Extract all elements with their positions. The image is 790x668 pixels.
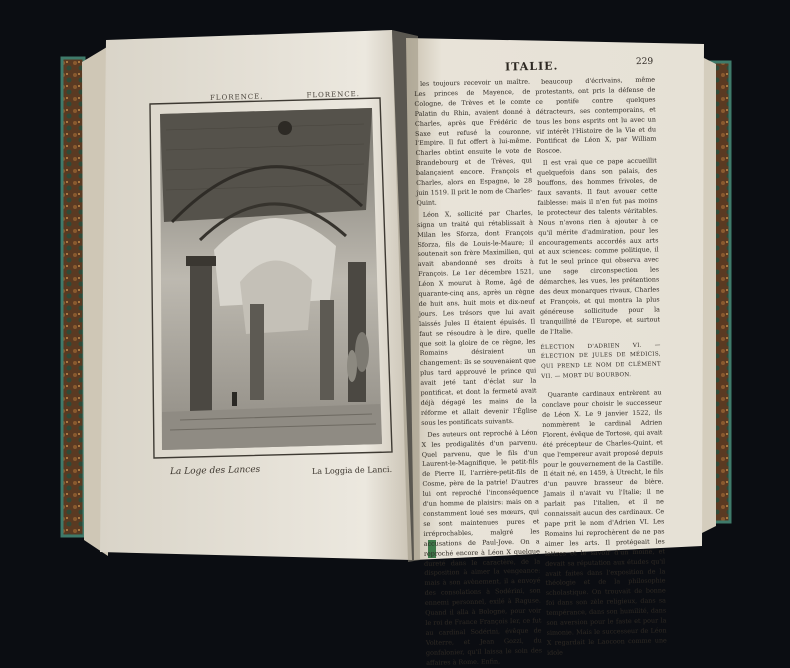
caption-plain: La Loggia de Lanci. (311, 464, 393, 477)
left-header-right: FLORENCE. (306, 90, 361, 100)
paragraph: beaucoup d'écrivains, même protestants, ont pris la défense de ce pontife contre quelques détracteurs, ses contemporains, et tous les bons esprits ont lu avec un vif intérêt l'Histoire de la Vie et du Pontificat de Léon X, par William Roscoe. (535, 75, 657, 156)
text-column-right (535, 75, 667, 657)
loggia-engraving (160, 108, 382, 450)
paragraph: Des auteurs ont reproché à Léon X les prodigalités d'un parvenu. Quel parvenu, que le fils d'un Laurent-le-Magnifique, le petit-fils de Pierre II, l'arrière-petit-fils de Cosme, père de la patrie! D'autres lui ont reproché l'inconséquence d'un homme de plaisirs: mais on a constamment loué ses mœurs, qui se sont maintenues pures et irréprochables, malgré les accusations de Paul-Jove. On a reproché encore à Léon X quelque dureté dans le caractère, de la disposition à aimer la vengeance: mais à son avènement, il a envoyé des consolations à Sodérini, son ennemi personnel, exilé à Raguse. Quand il alla à Bologne, pour voir le roi de France François Ier, ce fut au cardinal Sodérini, évêque de Volterre, et Jean Gozzi, du gonfalonier, qu'il laissa le soin des affaires à Rome. Enfin, (421, 428, 543, 667)
paragraph: Léon X, sollicité par Charles, signa un traité qui rétablissait à Milan les Sforza, dont François Sforza, fils de Louis-le-Maure; il soutenait son frère Maximilien, qui avait abandonné ses droits à François. Le 1er décembre 1521, Léon X mourut à Rome, âgé de quarante-cinq ans, après un règne de huit ans, huit mois et dix-neuf jours. Les trésors que lui avait laissés Jules II étaient épuisés. Il faut se résoudre à le dire, quelle que soit la gloire de ce règne, les Romains désiraient un changement: ils se souvenaient que plus tard approuvé le prince qui avait jeté tant d'éclat sur la pontificat, et dont la fermeté avait déjà dégagé les mains de la réforme et allait devenir l'Église sous les pontificats suivants. (416, 208, 538, 427)
paragraph: les toujours recevoir un maître. Les princes de Mayence, de Cologne, de Trèves et le comte Palatin du Rhin, avaient donné à Charles, après que Frédéric de Saxe eut refusé la couronne, l'Empire. Il fut offert à lui-même. Charles obtint ensuite le vote de Brandebourg et de Trèves, qui balançaient encore. François et Charles, alors en Espagne, le 28 juin 1519. Il prit le nom de Charles-Quint. (414, 77, 533, 207)
paragraph: Quarante cardinaux entrèrent au conclave pour choisir le successeur de Léon X. Le 9 janvier 1522, ils nommèrent le cardinal Adrien Florent, évêque de Tortose, qui avait été précepteur de Charles-Quint, et que l'empereur avait proposé depuis pour le gouvernement de la Castille. Il était né, en 1459, à Utrecht, le fils d'un pauvre brasseur de bière. Jamais il n'avait vu l'Italie; il ne parlait pas l'italien, et il ne connaissait aucun des cardinaux. Ce pape prit le nom d'Adrien VI. Les Romains lui reprochèrent de ne pas aimer les arts. Il protégeait les lettres et le savoir d'un moine, et devait sa réputation aux études qu'il avait faites dans l'exposition de la théologie et de la philosophie scholastique. On trouvait de bonne foi dans son zèle religieux, dans sa tempérance, dans son humilité, dans son aversion pour le faste et pour la simonie. Mais le successeur de Léon X regardait le Laocoon comme une idole (541, 388, 667, 657)
section-subheading: ÉLECTION D'ADRIEN VI. — ÉLECTION DE JULES DE MÉDICIS, QUI PREND LE NOM DE CLÉMENT VII. — MORT DU BOURBON. (540, 341, 662, 381)
text-column-left (414, 77, 543, 667)
left-cover-edge (62, 58, 84, 536)
running-head: ITALIE. (504, 59, 559, 74)
caption-script: La Loge des Lances (169, 464, 261, 478)
paragraph: Il est vrai que ce pape accueillit quelquefois dans son palais, des bouffons, des hommes frivoles, de faux savants. Il faut avouer cette faiblesse: mais il n'en fut pas moins le protecteur des talents véritables. Nous n'avons rien à ajouter à ce qu'il mérite d'admiration, pour les encouragements accordés aux arts et aux sciences: comme politique, il fut le seul prince qui observa avec une sage circonspection les démarches, les vues, les prétentions des deux monarques rivaux, Charles et François, et qui montra la plus généreuse sollicitude pour la tranquillité de l'Europe, et surtout de l'Italie. (536, 156, 661, 336)
left-header-left: FLORENCE. (209, 92, 264, 102)
page-number: 229 (635, 56, 654, 68)
